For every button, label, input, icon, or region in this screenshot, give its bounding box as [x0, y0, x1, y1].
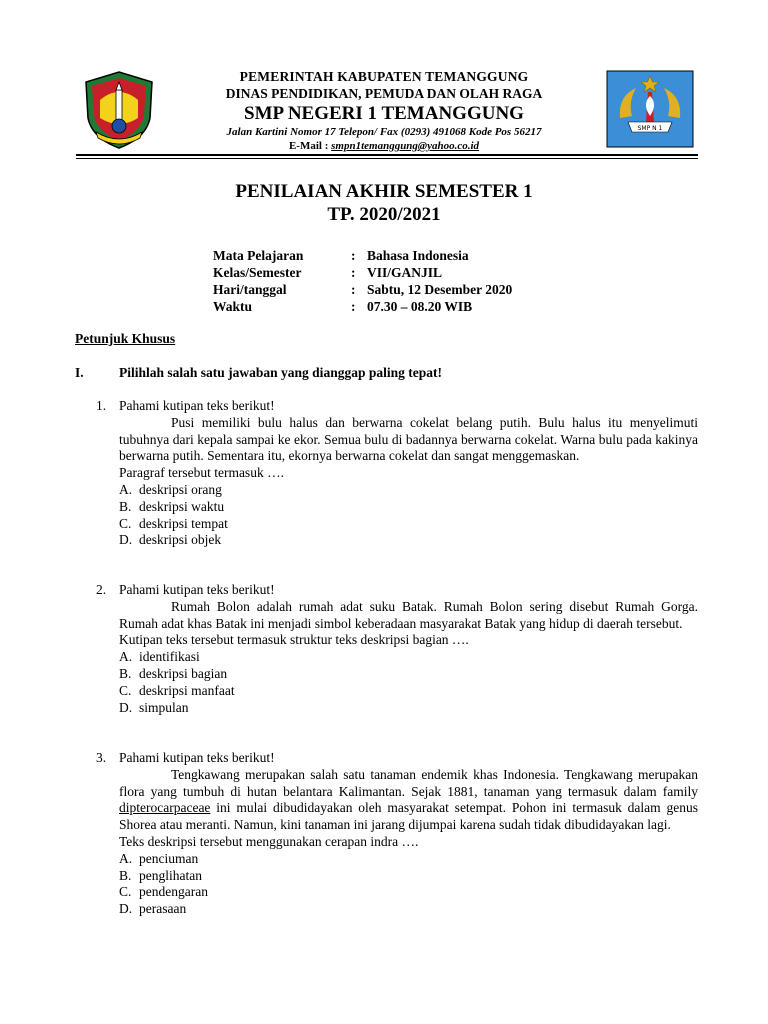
answer-option[interactable] — [119, 884, 698, 901]
question-passage: Rumah Bolon adalah rumah adat suku Batak. Rumah Bolon sering disebut Rumah Gorga. Rumah adat khas Batak ini menjadi simbol keberadaan masyarakat Batak yang hidup di daerah tersebut. — [119, 598, 698, 631]
option-text: deskripsi tempat — [139, 515, 228, 531]
info-value: 07.30 – 08.20 WIB — [367, 299, 473, 314]
temanggung-regency-emblem-icon — [80, 70, 158, 150]
option-text: simpulan — [139, 699, 189, 715]
info-label: Mata Pelajaran — [213, 248, 304, 263]
answer-option[interactable] — [119, 532, 698, 549]
exam-title-line1: PENILAIAN AKHIR SEMESTER 1 — [235, 181, 533, 202]
option-letter: B. — [119, 867, 132, 883]
option-letter: D. — [119, 532, 133, 548]
question-1 — [96, 398, 698, 549]
question-passage — [119, 767, 698, 834]
answer-option[interactable] — [119, 499, 698, 516]
info-label: Waktu — [213, 299, 253, 314]
section-instruction: Pilihlah salah satu jawaban yang dianggap paling tepat! — [119, 365, 442, 380]
question-stem: Kutipan teks tersebut termasuk struktur teks deskripsi bagian …. — [119, 632, 469, 648]
section-number: I. — [75, 365, 84, 380]
question-number: 3. — [96, 750, 107, 765]
question-passage: Pusi memiliki bulu halus dan berwarna cokelat belang putih. Bulu halus itu menyelimuti tubuhnya dari kepala sampai ke ekor. Semua bulu di badannya berwarna cokelat. Warna bulu pada kakinya berwarna putih. Sementara itu, ekornya berwarna cokelat dan sangat menggemaskan. — [119, 414, 698, 464]
school-email-line — [160, 139, 608, 153]
answer-option[interactable] — [119, 851, 698, 868]
option-text: deskripsi orang — [139, 481, 222, 497]
answer-option[interactable] — [119, 901, 698, 918]
answer-option[interactable] — [119, 666, 698, 683]
answer-option[interactable] — [119, 683, 698, 700]
option-letter: C. — [119, 682, 132, 698]
info-row — [213, 264, 512, 281]
question-intro: Pahami kutipan teks berikut! — [119, 582, 275, 597]
question-intro: Pahami kutipan teks berikut! — [119, 398, 275, 413]
option-text: deskripsi manfaat — [139, 682, 235, 698]
info-row — [213, 247, 512, 264]
question-2 — [96, 582, 698, 716]
info-value: Sabtu, 12 Desember 2020 — [367, 282, 513, 297]
letterhead-rule-thin — [76, 158, 698, 159]
option-letter: C. — [119, 515, 132, 531]
info-colon: : — [351, 248, 356, 263]
special-instructions-heading: Petunjuk Khusus — [75, 331, 176, 346]
info-colon: : — [351, 299, 356, 314]
question-number: 2. — [96, 582, 107, 597]
question-head — [96, 750, 698, 767]
info-label: Hari/tanggal — [213, 282, 287, 297]
option-text: pendengaran — [139, 884, 208, 900]
option-letter: D. — [119, 699, 133, 715]
option-letter: D. — [119, 901, 133, 917]
option-text: deskripsi waktu — [139, 498, 225, 514]
info-value: Bahasa Indonesia — [367, 248, 469, 263]
passage-scientific-term: dipterocarpaceae — [119, 800, 211, 816]
answer-option[interactable] — [119, 516, 698, 533]
info-colon: : — [351, 265, 356, 280]
option-text: penglihatan — [139, 867, 202, 883]
option-text: perasaan — [139, 901, 187, 917]
question-number: 1. — [96, 398, 107, 413]
school-address: Jalan Kartini Nomor 17 Telepon/ Fax (0293) 491068 Kode Pos 56217 — [226, 126, 542, 138]
government-name: PEMERINTAH KABUPATEN TEMANGGUNG — [239, 69, 529, 84]
letterhead — [160, 68, 608, 153]
passage-part-b: ini mulai dibudidayakan oleh masyarakat setempat. Pohon ini termasuk dalam genus Shorea atau meranti. Namun, kini tanaman ini jarang dijumpai karena sudah tidak dibudidayakan lagi. — [119, 800, 698, 833]
question-stem: Teks deskripsi tersebut menggunakan cerapan indra …. — [119, 833, 419, 849]
passage-part-a: Tengkawang merupakan salah satu tanaman endemik khas Indonesia. Tengkawang merupakan flora yang tumbuh di hutan belantara Kalimantan. Sejak 1881, tanaman yang termasuk dalam family — [119, 766, 698, 799]
option-letter: B. — [119, 665, 132, 681]
option-text: deskripsi bagian — [139, 665, 228, 681]
question-stem: Paragraf tersebut termasuk …. — [119, 465, 284, 481]
letterhead-rule-thick — [76, 154, 698, 156]
section-heading — [75, 365, 442, 381]
department-name: DINAS PENDIDIKAN, PEMUDA DAN OLAH RAGA — [225, 86, 543, 101]
option-letter: C. — [119, 884, 132, 900]
answer-option[interactable] — [119, 649, 698, 666]
exam-title — [0, 180, 768, 226]
school-emblem-icon — [606, 70, 694, 148]
school-name: SMP NEGERI 1 TEMANGGUNG — [244, 103, 524, 124]
option-text: deskripsi objek — [139, 532, 222, 548]
info-value: VII/GANJIL — [367, 265, 443, 280]
option-text: penciuman — [139, 850, 199, 866]
question-body — [119, 415, 698, 482]
email-link[interactable]: smpn1temanggung@yahoo.co.id — [331, 140, 480, 152]
answer-option[interactable] — [119, 700, 698, 717]
question-head — [96, 398, 698, 415]
info-row — [213, 281, 512, 298]
answer-option[interactable] — [119, 868, 698, 885]
info-label: Kelas/Semester — [213, 265, 302, 280]
question-body — [119, 599, 698, 649]
email-label: E-Mail : — [288, 140, 332, 152]
option-text: identifikasi — [139, 649, 200, 665]
info-row — [213, 298, 512, 315]
question-body — [119, 767, 698, 851]
info-colon: : — [351, 282, 356, 297]
exam-title-line2: TP. 2020/2021 — [327, 204, 441, 225]
school-emblem-label: SMP N 1 — [637, 125, 663, 132]
question-3 — [96, 750, 698, 918]
exam-info — [213, 247, 512, 315]
question-intro: Pahami kutipan teks berikut! — [119, 750, 275, 765]
question-head — [96, 582, 698, 599]
option-letter: A. — [119, 649, 133, 665]
option-letter: A. — [119, 481, 133, 497]
option-letter: A. — [119, 850, 133, 866]
option-letter: B. — [119, 498, 132, 514]
answer-option[interactable] — [119, 482, 698, 499]
